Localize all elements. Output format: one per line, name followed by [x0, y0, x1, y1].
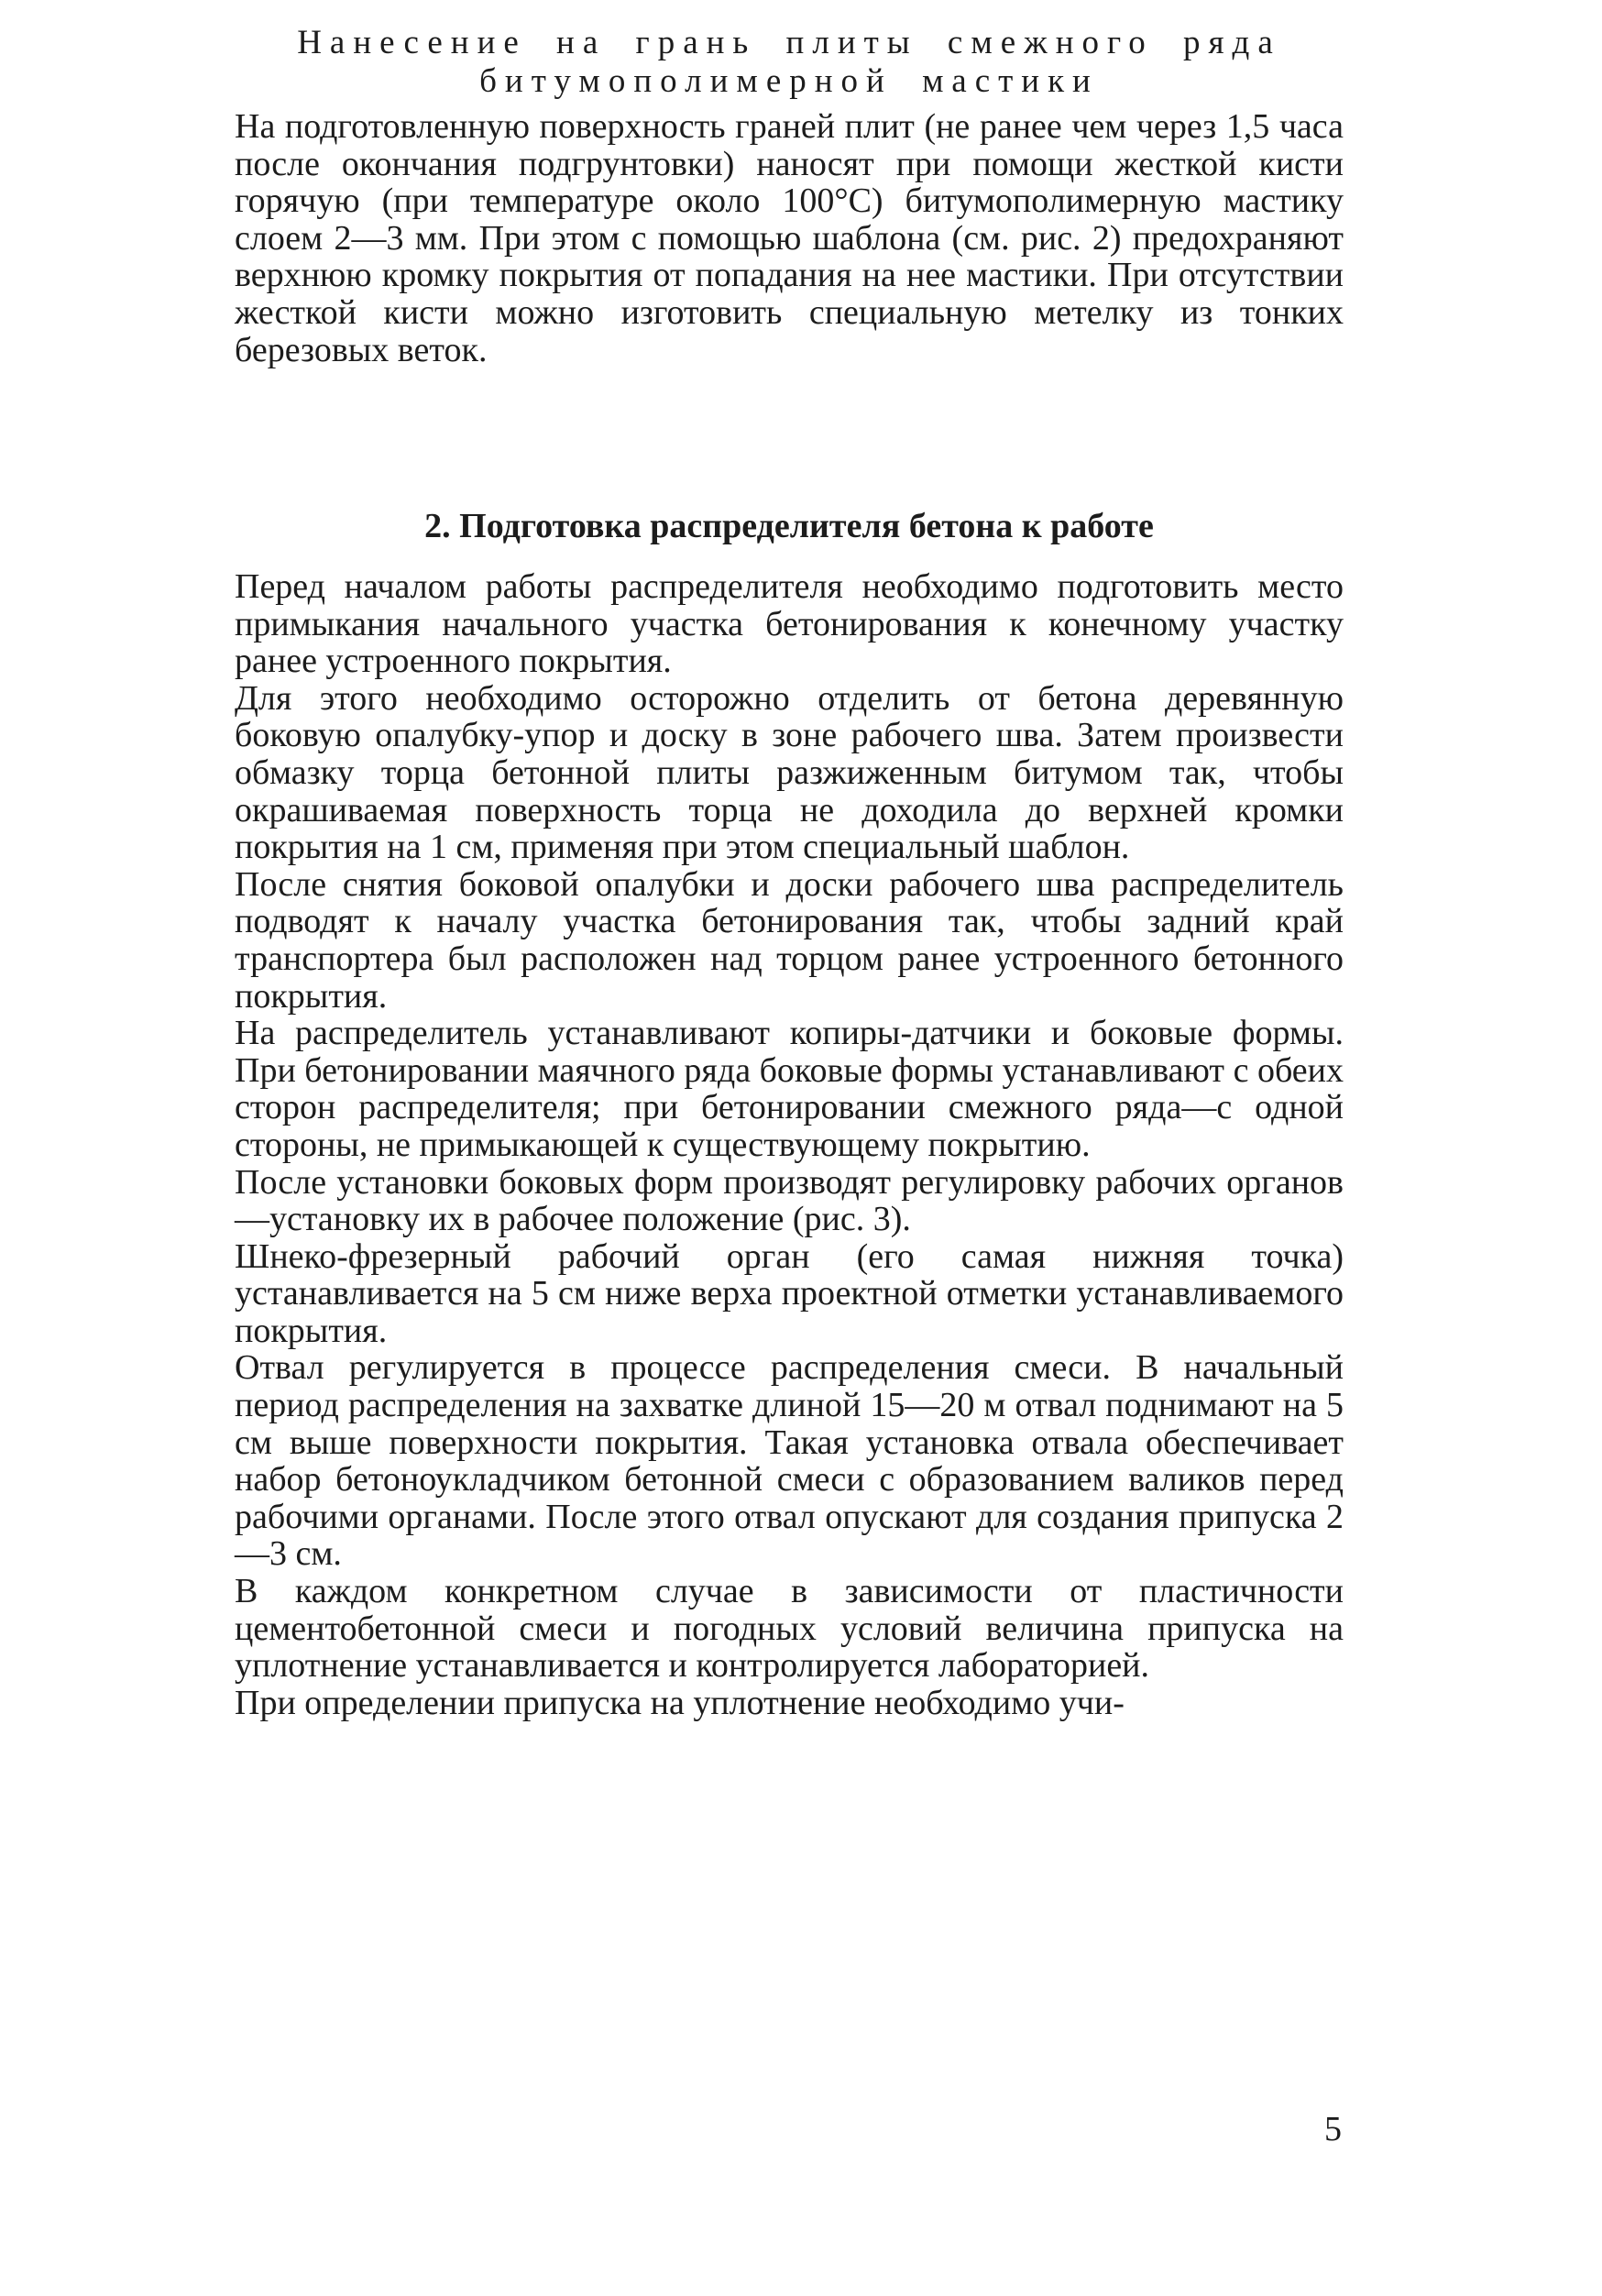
paragraph: После снятия боковой опалубки и доски рабочего шва распределитель подводят к началу участка бетонирования так, чтобы задний край транспортера был расположен над торцом ранее устроенного бетонного покрытия.: [235, 864, 1344, 1016]
paragraph: В каждом конкретном случае в зависимости от пластичности цементобетонной смеси и погодных условий величина припуска на уплотнение устанавливается и контролируется лабораторией.: [235, 1572, 1344, 1686]
paragraph: После установки боковых форм производят регулировку рабочих органов—установку их в рабочее положение (рис. 3).: [235, 1162, 1344, 1239]
paragraph: На распределитель устанавливают копиры-датчики и боковые формы. При бетонировании маячного ряда боковые формы устанавливают с обеих сторон распределителя; при бетонировании смежного ряда—с одной стороны, не примыкающей к существующему покрытию.: [235, 1014, 1344, 1164]
section-title: 2. Подготовка распределителя бетона к работе: [424, 507, 1154, 545]
intro-block: [235, 108, 1344, 368]
intro-paragraph: На подготовленную поверхность граней плит (не ранее чем через 1,5 часа после окончания подгрунтовки) наносят при помощи жесткой кисти горячую (при температуре около 100°С) битумополимерную мастику слоем 2—3 мм. При этом с помощью шаблона (см. рис. 2) предохраняют верхнюю кромку покрытия от попадания на нее мастики. При отсутствии жесткой кисти можно изготовить специальную метелку из тонких березовых веток.: [235, 107, 1344, 369]
subheading-line-2: битумополимерной мастики: [479, 62, 1099, 100]
paragraph: Для этого необходимо осторожно отделить от бетона деревянную боковую опалубку-упор и доску в зоне рабочего шва. Затем произвести обмазку торца бетонной плиты разжиженным битумом так, чтобы окрашиваемая поверхность торца не доходила до верхней кромки покрытия на 1 см, применяя при этом специальный шаблон.: [235, 678, 1344, 867]
page-number: 5: [1324, 2110, 1342, 2148]
subheading-line-1: Нанесение на грань плиты смежного ряда: [297, 24, 1281, 61]
subheading: [235, 24, 1344, 101]
paragraph: Отвал регулируется в процессе распределения смеси. В начальный период распределения на захватке длиной 15—20 м отвал поднимают на 5 см выше поверхности покрытия. Такая установка отвала обеспечивает набор бетоноукладчиком бетонной смеси с образованием валиков перед рабочими органами. После этого отвал опускают для создания припуска 2—3 см.: [235, 1348, 1344, 1574]
paragraph: При определении припуска на уплотнение необходимо учи-: [235, 1683, 1125, 1722]
paragraph: Шнеко-фрезерный рабочий орган (его самая нижняя точка) устанавливается на 5 см ниже верха проектной отметки устанавливаемого покрытия.: [235, 1236, 1344, 1350]
paragraph: Перед началом работы распределителя необходимо подготовить место примыкания начального участка бетонирования к конечному участку ранее устроенного покрытия.: [235, 567, 1344, 681]
section-body: [235, 568, 1344, 1721]
